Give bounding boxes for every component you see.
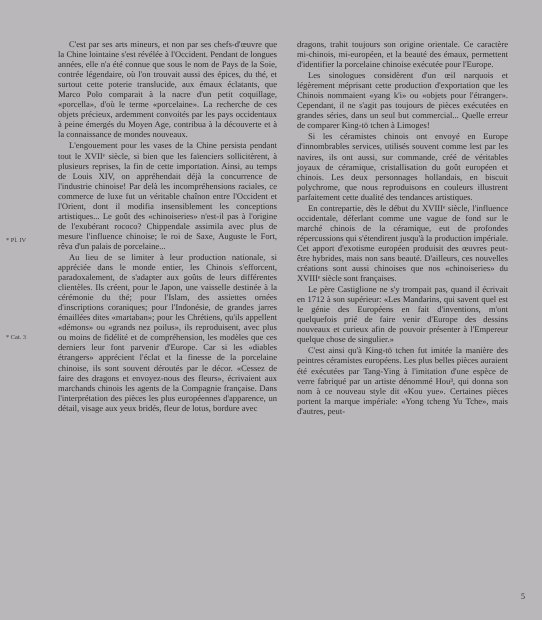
right-text-column: [297, 39, 508, 416]
page-number: 5: [521, 592, 525, 601]
paragraph: L'engouement pour les vases de la Chine persista pendant tout le XVIIᵉ siècle, si bien que les faïenciers sollicitèrent, à plusieurs reprises, la fin de cette importation. Ainsi, au temps de Louis XIV, on appréhendait déjà la concurrence de l'industrie chinoise! Par delà les incompréhensions raciales, ce commerce de luxe fut un véritable chaînon entre l'Occident et l'Orient, dont il modifia insensiblement les conceptions artistiques... Le goût des «chinoiseries» n'est-il pas à l'origine de l'exubérant rococo? Chippendale assimila avec plus de mesure l'influence chinoise; le roi de Saxe, Auguste le Fort, rêva d'un palais de porcelaine...: [58, 140, 277, 251]
paragraph: C'est ainsi qu'à King-tö tchen fut imitée la manière des peintres céramistes européens. Les plus belles pièces auraient été exécutées par Tang-Ying à l'imitation d'une espèce de verre fabriqué par un artiste dénommé Hou³, qui donna son nom à ce nouveau style dit «Kou yue». Certaines pièces portent la marque impériale: «Yong tcheng Yu Tche», mais d'autres, peut-: [297, 345, 508, 416]
paragraph: Au lieu de se limiter à leur production nationale, si appréciée dans le monde entier, les Chinois s'efforcent, paradoxalement, de s'adapter aux goûts de leurs différentes clientèles. Ils créent, pour le Japon, une vaisselle destinée à la cérémonie du thé; pour l'Islam, des assiettes ornées d'inscriptions coraniques; pour l'Indonésie, de grandes jarres émaillées dites «martaban»; pour les Chrétiens, qu'ils appellent «démons» ou «grands nez poilus», ils reproduisent, avec plus ou moins de fidélité et de compréhension, les modèles que ces derniers leur font parvenir d'Europe. Car si les «diables étrangers» apprécient l'éclat et la finesse de la porcelaine chinoise, ils sont souvent déroutés par le décor. «Cessez de faire des dragons et envoyez-nous des fleurs», écrivaient aux marchands chinois les agents de la Compagnie française. Dans l'interprétation des pièces les plus européennes d'apparence, un détail, visage aux yeux bridés, fleur de lotus, bordure avec: [58, 251, 277, 413]
paragraph: En contrepartie, dès le début du XVIIIᵉ siècle, l'influence occidentale, déferlant comme une vague de fond sur le marché chinois de la céramique, eut de profondes répercussions qui s'étendirent jusqu'à la production impériale. Cet apport d'exotisme européen produisit des œuvres peut-être hybrides, mais non sans beauté. D'ailleurs, ces nouvelles créations sont aussi chinoises que nos «chinoiseries» du XVIIIᵉ siècle sont françaises.: [297, 202, 508, 284]
left-text-column: [58, 39, 277, 413]
margin-note-catalogue-reference: * Cat. 3: [6, 334, 27, 341]
margin-note-plate-reference: * Pl. IV: [6, 237, 27, 244]
paragraph: C'est par ses arts mineurs, et non par ses chefs-d'œuvre que la Chine lointaine s'est révélée à l'Occident. Pendant de longues années, elle n'a été connue que sous le nom de Pays de la Soie, contrée légendaire, où l'on trouvait aussi des épices, du thé, et surtout cette poterie translucide, aux émaux éclatants, que Marco Polo comparait à la nacre d'un petit coquillage, «porcella», d'où le terme «porcelaine». La recherche de ces objets précieux, ardemment convoités par les pays occidentaux à peine émergés du Moyen Age, contribua à la découverte et à la connaissance de mondes nouveaux.: [58, 39, 277, 140]
paragraph: Le père Castiglione ne s'y trompait pas, quand il écrivait en 1712 à son supérieur: «Les Mandarins, qui savent quel est le génie des Européens en fait d'inventions, m'ont quelquefois prié de faire venir d'Europe des dessins nouveaux et curieux afin de pouvoir présenter à l'Empereur quelque chose de singulier.»: [297, 284, 508, 345]
paragraph: Les sinologues considèrent d'un œil narquois et légèrement méprisant cette production d'exportation que les Chinois nommaient «yang k'i» ou «objets pour l'étranger». Cependant, il ne s'agit pas toujours de pièces exécutées en grandes séries, dans un seul but commercial... Quelle erreur de comparer King-tö tchen à Limoges!: [297, 70, 508, 131]
paragraph: Si les céramistes chinois ont envoyé en Europe d'innombrables services, utilisés souvent comme lest par les navires, ils ont aussi, sur commande, créé de véritables joyaux de céramique, cristallisation du goût européen et chinois. Les deux personnages hollandais, en biscuit polychrome, que nous reproduisons en couleurs illustrent parfaitement cette dualité des tendances artistiques.: [297, 131, 508, 202]
paragraph: dragons, trahit toujours son origine orientale. Ce caractère mi-chinois, mi-européen, et la beauté des émaux, permettent d'identifier la porcelaine chinoise exécutée pour l'Europe.: [297, 39, 508, 70]
